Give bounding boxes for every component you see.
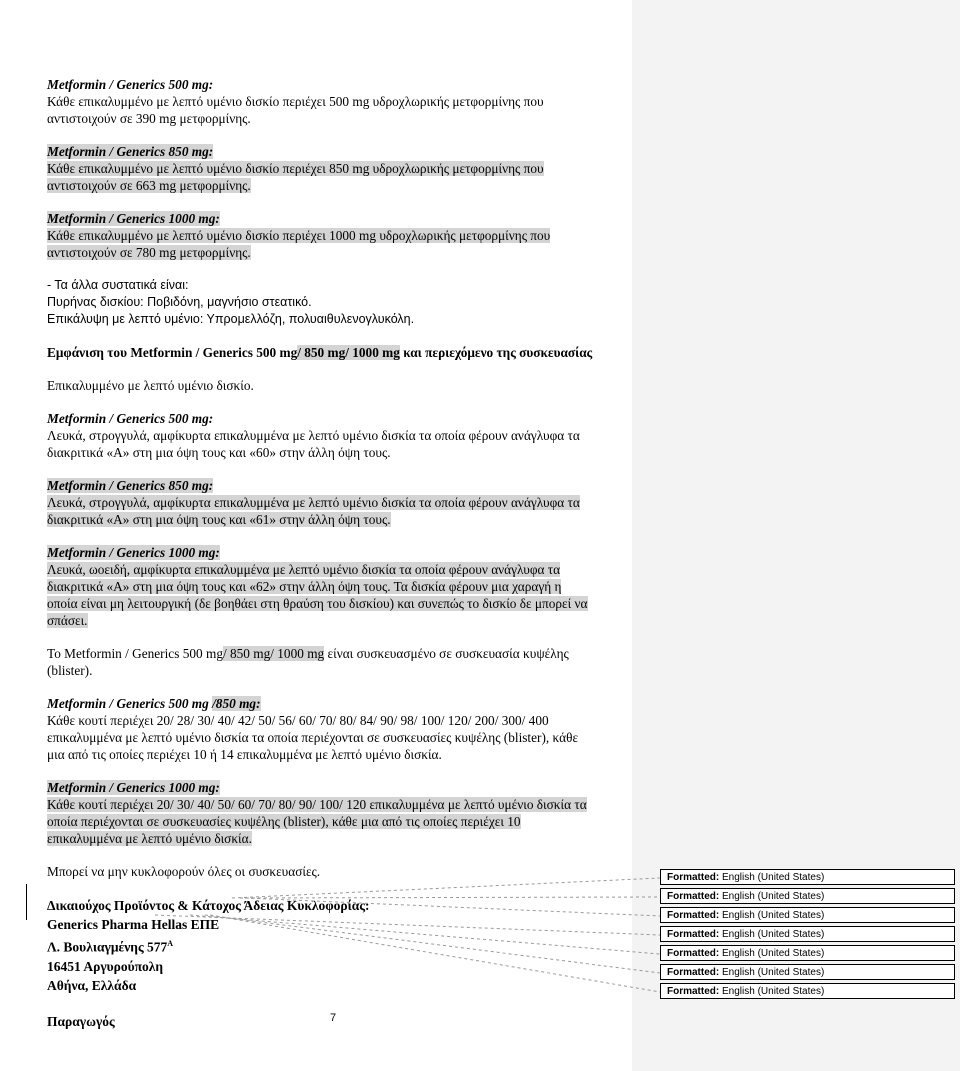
pack-500-line2: επικαλυμμένα με λεπτό υμένιο δισκία τα οποία περιέχονται σε συσκευασίες κυψέλης (blister), κάθε [47, 730, 579, 745]
pack-1000-title: Metformin / Generics 1000 mg: [47, 780, 220, 795]
section-850 [47, 143, 625, 194]
balloon-label: Formatted: [667, 929, 720, 940]
other-ingredients-line1: - Τα άλλα συστατικά είναι: [47, 278, 189, 292]
balloon-label: Formatted: [667, 967, 720, 978]
appearance-850-title: Metformin / Generics 850 mg: [47, 478, 214, 493]
appearance-500-line1: Λευκά, στρογγυλά, αμφίκυρτα επικαλυμμένα με λεπτό υμένιο δισκία τα οποία φέρουν ανάγλυφα τα [47, 428, 580, 443]
section-500-line1: Κάθε επικαλυμμένο με λεπτό υμένιο δισκίο περιέχει 500 mg υδροχλωρικής μετφορμίνης που [47, 94, 544, 109]
packaging-part3: είναι συσκευασμένο σε συσκευασία κυψέλης [324, 646, 569, 661]
balloon-label: Formatted: [667, 986, 720, 997]
change-bar [26, 884, 27, 920]
holder-street-sup: Α [167, 939, 174, 948]
other-ingredients [47, 277, 625, 328]
formatted-balloon[interactable] [660, 945, 955, 961]
pack-1000-line3: επικαλυμμένα με λεπτό υμένιο δισκία. [47, 831, 252, 846]
holder-name: Generics Pharma Hellas ΕΠΕ [47, 917, 220, 932]
manufacturer-heading: Παραγωγός [47, 1013, 115, 1029]
appearance-1000-line3: οποία είναι μη λειτουργική (δε βοηθάει στη θραύση του δισκίου) και συνεπώς το δισκίο δε μπορεί να [47, 596, 588, 611]
formatted-balloon[interactable] [660, 983, 955, 999]
document-body[interactable] [47, 76, 625, 1031]
section-850-title: Metformin / Generics 850 mg: [47, 144, 214, 159]
page-number: 7 [330, 1012, 337, 1024]
holder-zip: 16451 Αργυρούπολη [47, 958, 164, 974]
balloon-value: English (United States) [722, 967, 825, 978]
holder-street [47, 934, 625, 957]
formatted-balloon[interactable] [660, 907, 955, 923]
appearance-1000-line1: Λευκά, ωοειδή, αμφίκυρτα επικαλυμμένα με λεπτό υμένιο δισκία τα οποία φέρουν ανάγλυφα τα [47, 562, 561, 577]
appearance-1000-title: Metformin / Generics 1000 mg: [47, 545, 220, 560]
pack-500-title: Metformin / Generics 500 mg [47, 696, 213, 711]
pack-1000-line1: Κάθε κουτί περιέχει 20/ 30/ 40/ 50/ 60/ 70/ 80/ 90/ 100/ 120 επικαλυμμένα με λεπτό υμένιο δισκία τα [47, 797, 587, 812]
balloon-value: English (United States) [722, 986, 825, 997]
appearance-500 [47, 410, 625, 461]
section-1000 [47, 210, 625, 261]
balloon-label: Formatted: [667, 891, 720, 902]
balloon-label: Formatted: [667, 872, 720, 883]
holder-city: Αθήνα, Ελλάδα [47, 977, 137, 993]
packaging-part4: (blister). [47, 663, 93, 678]
balloon-label: Formatted: [667, 948, 720, 959]
balloon-label: Formatted: [667, 910, 720, 921]
formatted-balloon[interactable] [660, 888, 955, 904]
pack-500-line3: μια από τις οποίες περιέχει 10 ή 14 επικαλυμμένα με λεπτό υμένιο δισκία. [47, 747, 442, 762]
appearance-850-line1: Λευκά, στρογγυλά, αμφίκυρτα επικαλυμμένα με λεπτό υμένιο δισκία τα οποία φέρουν ανάγλυφα τα [47, 495, 580, 510]
appearance-heading-part1: Εμφάνιση του [47, 345, 131, 360]
section-500 [47, 76, 625, 127]
pack-1000-line2: οποία περιέχονται σε συσκευασίες κυψέλης (blister), κάθε μια από τις οποίες περιέχει 10 [47, 814, 521, 829]
balloon-value: English (United States) [722, 891, 825, 902]
holder-street-text: Λ. Βουλιαγμένης 577 [47, 939, 168, 955]
appearance-850-line2: διακριτικά «A» στη μια όψη τους και «61» στην άλλη όψη τους. [47, 512, 391, 527]
packaging-part1: Το Metformin / Generics 500 mg [47, 646, 223, 661]
coated-text: Επικαλυμμένο με λεπτό υμένιο δισκίο. [47, 378, 254, 393]
appearance-heading [47, 344, 625, 361]
appearance-500-title: Metformin / Generics 500 mg: [47, 411, 214, 426]
section-500-line2: αντιστοιχούν σε 390 mg μετφορμίνης. [47, 111, 251, 126]
packaging-part2: / 850 mg/ 1000 mg [222, 646, 325, 661]
formatted-balloon[interactable] [660, 964, 955, 980]
section-1000-title: Metformin / Generics 1000 mg: [47, 211, 220, 226]
section-850-line1: Κάθε επικαλυμμένο με λεπτό υμένιο δισκίο περιέχει 850 mg υδροχλωρικής μετφορμίνης που [47, 161, 544, 176]
pack-500 [47, 695, 625, 763]
appearance-1000 [47, 544, 625, 629]
appearance-heading-part2: Metformin / Generics 500 mg [130, 345, 298, 360]
balloon-value: English (United States) [722, 910, 825, 921]
appearance-1000-line2: διακριτικά «A» στη μια όψη τους και «62» στην άλλη όψη τους. Τα δισκία φέρουν μια χαραγή η [47, 579, 562, 594]
balloon-value: English (United States) [722, 872, 825, 883]
pack-500-line1: Κάθε κουτί περιέχει 20/ 28/ 30/ 40/ 42/ 50/ 56/ 60/ 70/ 80/ 84/ 90/ 98/ 100/ 120/ 200/ 300/ 400 [47, 713, 549, 728]
formatted-balloon[interactable] [660, 926, 955, 942]
balloon-value: English (United States) [722, 948, 825, 959]
appearance-500-line2: διακριτικά «A» στη μια όψη τους και «60» στην άλλη όψη τους. [47, 445, 391, 460]
appearance-850 [47, 477, 625, 528]
balloon-value: English (United States) [722, 929, 825, 940]
section-1000-line1: Κάθε επικαλυμμένο με λεπτό υμένιο δισκίο περιέχει 1000 mg υδροχλωρικής μετφορμίνης που [47, 228, 551, 243]
packaging [47, 645, 625, 679]
section-850-line2: αντιστοιχούν σε 663 mg μετφορμίνης. [47, 178, 251, 193]
section-1000-line2: αντιστοιχούν σε 780 mg μετφορμίνης. [47, 245, 251, 260]
marketing-holder [47, 896, 625, 1031]
other-ingredients-line3: Επικάλυψη με λεπτό υμένιο: Υπρομελλόζη, πολυαιθυλενογλυκόλη. [47, 312, 415, 326]
appearance-heading-part4: και περιεχόμενο της συσκευασίας [399, 345, 593, 360]
not-all-packs: Μπορεί να μην κυκλοφορούν όλες οι συσκευασίες. [47, 864, 321, 879]
appearance-heading-part3: / 850 mg/ 1000 mg [297, 345, 400, 360]
pack-1000 [47, 779, 625, 847]
pack-500-title-added: /850 mg: [212, 696, 261, 711]
section-500-title: Metformin / Generics 500 mg: [47, 77, 214, 92]
appearance-1000-line4: σπάσει. [47, 613, 88, 628]
holder-title: Δικαιούχος Προϊόντος & Κάτοχος Άδειας Κυκλοφορίας: [47, 898, 370, 913]
other-ingredients-line2: Πυρήνας δισκίου: Ποβιδόνη, μαγνήσιο στεατικό. [47, 295, 312, 309]
formatted-balloon[interactable] [660, 869, 955, 885]
